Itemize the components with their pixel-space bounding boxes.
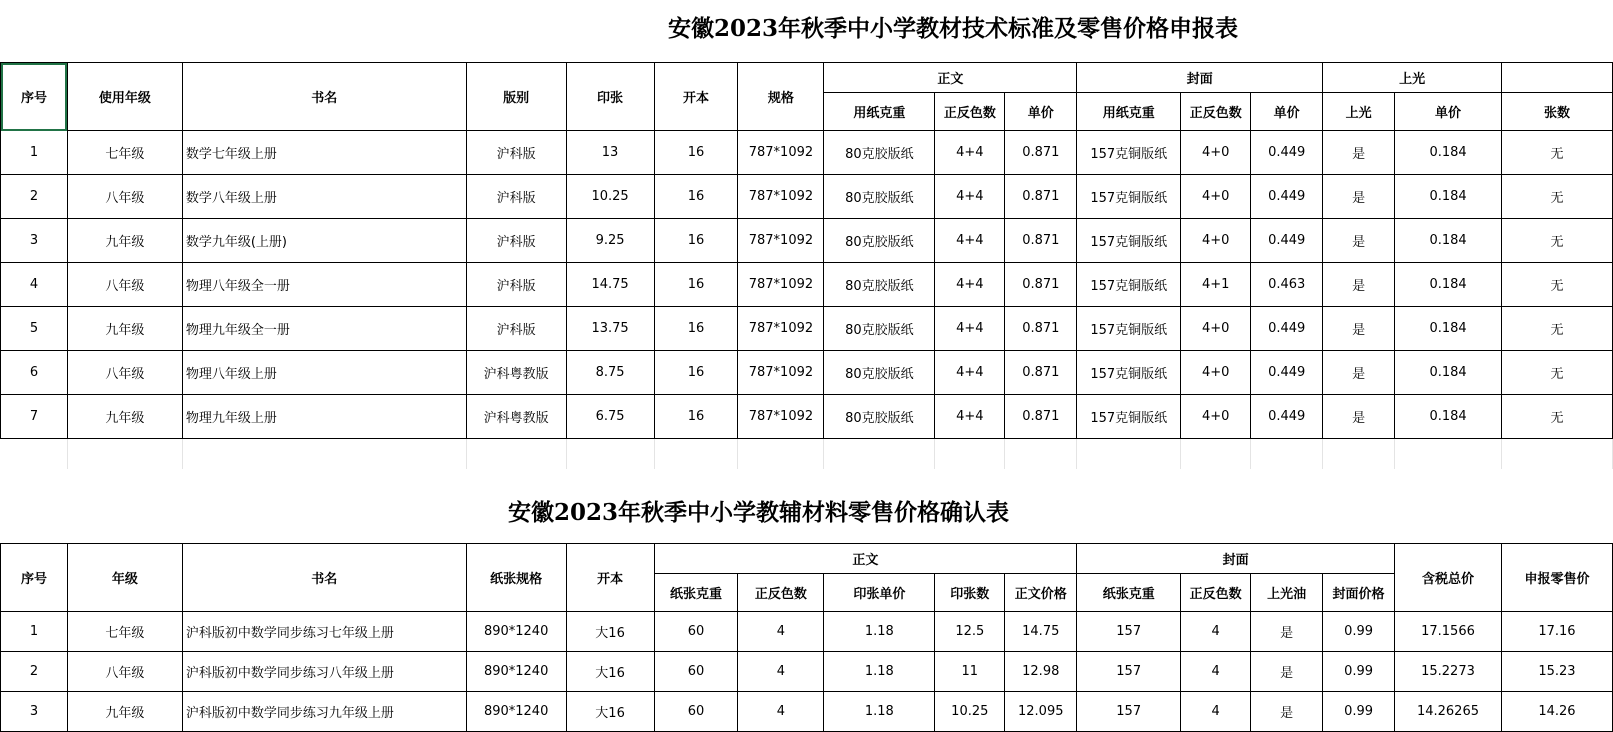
cell-fm-price[interactable]: 0.463 [1251,263,1323,307]
cell-sg[interactable]: 是 [1323,263,1395,307]
cell-edition[interactable]: 沪科粤教版 [466,351,566,395]
cell-spec[interactable]: 787*1092 [738,131,824,175]
empty-cell[interactable] [1005,439,1077,469]
cell-sheets[interactable]: 13.75 [566,307,654,351]
cell-count[interactable]: 无 [1502,263,1613,307]
header-grade[interactable]: 使用年级 [67,63,182,131]
cell-fm-paper[interactable]: 157克铜版纸 [1077,351,1181,395]
cell-spec[interactable]: 787*1092 [738,307,824,351]
cell-no[interactable]: 7 [1,395,68,439]
table-row [1,175,1613,219]
cell-fm-color[interactable]: 4 [1181,692,1251,732]
table-row [1,351,1613,395]
header-zw-unit[interactable]: 印张单价 [824,574,935,612]
header-fm-color[interactable]: 正反色数 [1181,93,1251,131]
cell-sg-price[interactable]: 0.184 [1395,219,1502,263]
cell-fm-paper[interactable]: 157 [1077,612,1181,652]
header-sheets[interactable]: 印张 [566,63,654,131]
cell-zw-sheets[interactable]: 12.5 [935,612,1005,652]
cell-fm-paper[interactable]: 157克铜版纸 [1077,263,1181,307]
cell-fm-color[interactable]: 4+0 [1181,131,1251,175]
header-no[interactable]: 序号 [1,544,68,612]
table1-body [1,131,1613,439]
table-row [1,307,1613,351]
header-fm-color[interactable]: 正反色数 [1181,574,1251,612]
cell-total-tax[interactable]: 17.1566 [1395,612,1502,652]
cell-fm-price[interactable]: 0.99 [1323,692,1395,732]
cell-grade[interactable]: 九年级 [67,395,182,439]
header-zw-paper[interactable]: 纸张克重 [654,574,738,612]
table-row [1,263,1613,307]
header-sg[interactable]: 上光 [1323,93,1395,131]
cell-zw-color[interactable]: 4 [738,612,824,652]
header-fm-oil[interactable]: 上光油 [1251,574,1323,612]
cell-name[interactable]: 数学七年级上册 [182,131,466,175]
header-count[interactable]: 张数 [1502,93,1613,131]
header-format[interactable]: 开本 [566,544,654,612]
empty-cell[interactable] [1077,439,1181,469]
cell-name[interactable]: 数学八年级上册 [182,175,466,219]
cell-zw-color[interactable]: 4+4 [935,175,1005,219]
cell-zw-price[interactable]: 0.871 [1005,131,1077,175]
cell-name[interactable]: 物理九年级上册 [182,395,466,439]
cell-sheets[interactable]: 14.75 [566,263,654,307]
group-zhengwen[interactable]: 正文 [824,63,1077,93]
cell-fm-price[interactable]: 0.99 [1323,652,1395,692]
cell-sg[interactable]: 是 [1323,307,1395,351]
cell-fm-color[interactable]: 4+0 [1181,351,1251,395]
cell-retail[interactable]: 17.16 [1501,612,1612,652]
cell-edition[interactable]: 沪科版 [466,263,566,307]
cell-grade[interactable]: 八年级 [67,263,182,307]
cell-format[interactable]: 16 [654,395,738,439]
cell-format[interactable]: 大16 [566,692,654,732]
cell-format[interactable]: 16 [654,351,738,395]
cell-grade[interactable]: 八年级 [67,652,182,692]
empty-cell[interactable] [1395,439,1502,469]
cell-grade[interactable]: 八年级 [67,175,182,219]
header-paper-spec[interactable]: 纸张规格 [466,544,566,612]
header-zw-total[interactable]: 正文价格 [1005,574,1077,612]
cell-no[interactable]: 1 [1,612,68,652]
header-name[interactable]: 书名 [182,544,466,612]
cell-no[interactable]: 3 [1,219,68,263]
cell-fm-paper[interactable]: 157克铜版纸 [1077,395,1181,439]
table-row [1,131,1613,175]
cell-grade[interactable]: 九年级 [67,219,182,263]
cell-zw-price[interactable]: 0.871 [1005,351,1077,395]
cell-spec[interactable]: 787*1092 [738,395,824,439]
group-shangguang[interactable]: 上光 [1323,63,1502,93]
cell-fm-oil[interactable]: 是 [1251,612,1323,652]
cell-zw-color[interactable]: 4+4 [935,219,1005,263]
cell-count[interactable]: 无 [1502,219,1613,263]
cell-zw-unit[interactable]: 1.18 [824,652,935,692]
cell-format[interactable]: 大16 [566,652,654,692]
cell-zw-paper[interactable]: 60 [654,652,738,692]
cell-fm-color[interactable]: 4+0 [1181,307,1251,351]
cell-zw-price[interactable]: 0.871 [1005,395,1077,439]
textbook-price-table [0,62,1613,469]
empty-cell[interactable] [67,439,182,469]
cell-no[interactable]: 2 [1,175,68,219]
cell-count[interactable]: 无 [1502,395,1613,439]
header-fm-paper[interactable]: 纸张克重 [1077,574,1181,612]
table-row [1,395,1613,439]
cell-no[interactable]: 2 [1,652,68,692]
cell-sg-price[interactable]: 0.184 [1395,131,1502,175]
cell-fm-price[interactable]: 0.449 [1251,131,1323,175]
cell-spec[interactable]: 787*1092 [738,175,824,219]
empty-cell[interactable] [1502,439,1613,469]
cell-name[interactable]: 沪科版初中数学同步练习九年级上册 [182,692,466,732]
header-name[interactable]: 书名 [182,63,466,131]
cell-name[interactable]: 沪科版初中数学同步练习八年级上册 [182,652,466,692]
cell-paper-spec[interactable]: 890*1240 [466,692,566,732]
cell-retail[interactable]: 14.26 [1501,692,1612,732]
cell-name[interactable]: 物理八年级全一册 [182,263,466,307]
cell-sg[interactable]: 是 [1323,219,1395,263]
cell-zw-unit[interactable]: 1.18 [824,612,935,652]
cell-edition[interactable]: 沪科版 [466,219,566,263]
cell-count[interactable]: 无 [1502,131,1613,175]
cell-zw-paper[interactable]: 80克胶版纸 [824,263,935,307]
cell-edition[interactable]: 沪科粤教版 [466,395,566,439]
cell-sg-price[interactable]: 0.184 [1395,395,1502,439]
empty-cell[interactable] [935,439,1005,469]
cell-count[interactable]: 无 [1502,307,1613,351]
cell-zw-total[interactable]: 12.095 [1005,692,1077,732]
empty-cell[interactable] [1251,439,1323,469]
table-row [1,612,1613,652]
cell-zw-total[interactable]: 12.98 [1005,652,1077,692]
cell-spec[interactable]: 787*1092 [738,263,824,307]
cell-zw-sheets[interactable]: 11 [935,652,1005,692]
cell-name[interactable]: 数学九年级(上册) [182,219,466,263]
cell-fm-color[interactable]: 4 [1181,612,1251,652]
cell-fm-paper[interactable]: 157克铜版纸 [1077,307,1181,351]
cell-grade[interactable]: 九年级 [67,307,182,351]
cell-zw-sheets[interactable]: 10.25 [935,692,1005,732]
cell-zw-paper[interactable]: 60 [654,612,738,652]
cell-format[interactable]: 16 [654,263,738,307]
header-grade[interactable]: 年级 [67,544,182,612]
cell-spec[interactable]: 787*1092 [738,219,824,263]
cell-fm-paper[interactable]: 157克铜版纸 [1077,219,1181,263]
cell-no[interactable]: 6 [1,351,68,395]
header-fm-price[interactable]: 单价 [1251,93,1323,131]
group-fengmian[interactable]: 封面 [1077,544,1395,574]
cell-format[interactable]: 16 [654,175,738,219]
cell-fm-price[interactable]: 0.449 [1251,351,1323,395]
cell-zw-total[interactable]: 14.75 [1005,612,1077,652]
cell-fm-price[interactable]: 0.449 [1251,175,1323,219]
cell-sheets[interactable]: 6.75 [566,395,654,439]
cell-fm-price[interactable]: 0.449 [1251,307,1323,351]
cell-name[interactable]: 沪科版初中数学同步练习七年级上册 [182,612,466,652]
cell-format[interactable]: 16 [654,219,738,263]
cell-fm-paper[interactable]: 157 [1077,652,1181,692]
empty-cell[interactable] [182,439,466,469]
header-zw-paper[interactable]: 用纸克重 [824,93,935,131]
cell-no[interactable]: 4 [1,263,68,307]
cell-grade[interactable]: 九年级 [67,692,182,732]
table2-title: 安徽2023年秋季中小学教辅材料零售价格确认表 [508,499,1010,526]
empty-cell[interactable] [566,439,654,469]
cell-sheets[interactable]: 10.25 [566,175,654,219]
cell-zw-price[interactable]: 0.871 [1005,307,1077,351]
table-row [1,692,1613,732]
cell-retail[interactable]: 15.23 [1501,652,1612,692]
cell-edition[interactable]: 沪科版 [466,131,566,175]
cell-sheets[interactable]: 9.25 [566,219,654,263]
header-spec[interactable]: 规格 [738,63,824,131]
cell-name[interactable]: 物理九年级全一册 [182,307,466,351]
cell-fm-color[interactable]: 4+1 [1181,263,1251,307]
cell-zw-price[interactable]: 0.871 [1005,263,1077,307]
cell-sg-price[interactable]: 0.184 [1395,351,1502,395]
cell-zw-paper[interactable]: 80克胶版纸 [824,307,935,351]
cell-fm-color[interactable]: 4+0 [1181,219,1251,263]
empty-cell[interactable] [1,439,68,469]
cell-sg[interactable]: 是 [1323,175,1395,219]
table-row [1,219,1613,263]
cell-fm-color[interactable]: 4+0 [1181,175,1251,219]
cell-sheets[interactable]: 8.75 [566,351,654,395]
empty-cell[interactable] [824,439,935,469]
cell-name[interactable]: 物理八年级上册 [182,351,466,395]
cell-format[interactable]: 16 [654,307,738,351]
header-fm-paper[interactable]: 用纸克重 [1077,93,1181,131]
cell-zw-price[interactable]: 0.871 [1005,175,1077,219]
empty-cell[interactable] [738,439,824,469]
cell-sg-price[interactable]: 0.184 [1395,307,1502,351]
empty-cell[interactable] [466,439,566,469]
cell-fm-price[interactable]: 0.449 [1251,219,1323,263]
cell-total-tax[interactable]: 14.26265 [1395,692,1502,732]
cell-fm-color[interactable]: 4 [1181,652,1251,692]
cell-zw-color[interactable]: 4 [738,692,824,732]
cell-zw-price[interactable]: 0.871 [1005,219,1077,263]
group-zhengwen[interactable]: 正文 [654,544,1077,574]
cell-no[interactable]: 3 [1,692,68,732]
cell-fm-oil[interactable]: 是 [1251,652,1323,692]
cell-sg-price[interactable]: 0.184 [1395,263,1502,307]
header-fm-price[interactable]: 封面价格 [1323,574,1395,612]
cell-grade[interactable]: 七年级 [67,612,182,652]
table1-title: 安徽2023年秋季中小学教材技术标准及零售价格申报表 [668,15,1239,42]
cell-zw-color[interactable]: 4+4 [935,263,1005,307]
header-zw-color[interactable]: 正反色数 [935,93,1005,131]
cell-fm-paper[interactable]: 157克铜版纸 [1077,175,1181,219]
cell-zw-paper[interactable]: 80克胶版纸 [824,351,935,395]
cell-zw-paper[interactable]: 60 [654,692,738,732]
cell-format[interactable]: 大16 [566,612,654,652]
cell-fm-oil[interactable]: 是 [1251,692,1323,732]
cell-count[interactable]: 无 [1502,175,1613,219]
cell-fm-paper[interactable]: 157克铜版纸 [1077,131,1181,175]
header-format[interactable]: 开本 [654,63,738,131]
cell-no[interactable]: 5 [1,307,68,351]
cell-zw-paper[interactable]: 80克胶版纸 [824,175,935,219]
cell-zw-unit[interactable]: 1.18 [824,692,935,732]
cell-sg[interactable]: 是 [1323,395,1395,439]
cell-grade[interactable]: 八年级 [67,351,182,395]
empty-cell[interactable] [1323,439,1395,469]
supplementary-price-table [0,543,1613,732]
cell-sg-price[interactable]: 0.184 [1395,175,1502,219]
cell-spec[interactable]: 787*1092 [738,351,824,395]
cell-zw-color[interactable]: 4+4 [935,131,1005,175]
header-retail[interactable]: 申报零售价 [1501,544,1612,612]
cell-fm-price[interactable]: 0.449 [1251,395,1323,439]
header-total-tax[interactable]: 含税总价 [1395,544,1502,612]
cell-total-tax[interactable]: 15.2273 [1395,652,1502,692]
cell-edition[interactable]: 沪科版 [466,175,566,219]
empty-cell[interactable] [1181,439,1251,469]
cell-sheets[interactable]: 13 [566,131,654,175]
table2-body [1,612,1613,732]
header-zw-price[interactable]: 单价 [1005,93,1077,131]
cell-zw-paper[interactable]: 80克胶版纸 [824,131,935,175]
cell-fm-color[interactable]: 4+0 [1181,395,1251,439]
header-edition[interactable]: 版别 [466,63,566,131]
header-zw-sheets[interactable]: 印张数 [935,574,1005,612]
cell-zw-color[interactable]: 4+4 [935,395,1005,439]
cell-zw-paper[interactable]: 80克胶版纸 [824,395,935,439]
cell-edition[interactable]: 沪科版 [466,307,566,351]
cell-no[interactable]: 1 [1,131,68,175]
header-no[interactable]: 序号 [1,63,68,131]
cell-sg[interactable]: 是 [1323,131,1395,175]
cell-zw-color[interactable]: 4+4 [935,307,1005,351]
cell-format[interactable]: 16 [654,131,738,175]
cell-zw-color[interactable]: 4 [738,652,824,692]
cell-paper-spec[interactable]: 890*1240 [466,652,566,692]
cell-count[interactable]: 无 [1502,351,1613,395]
cell-zw-paper[interactable]: 80克胶版纸 [824,219,935,263]
cell-fm-paper[interactable]: 157 [1077,692,1181,732]
empty-cell[interactable] [654,439,738,469]
cell-zw-color[interactable]: 4+4 [935,351,1005,395]
cell-sg[interactable]: 是 [1323,351,1395,395]
header-sg-price[interactable]: 单价 [1395,93,1502,131]
table-row [1,652,1613,692]
cell-fm-price[interactable]: 0.99 [1323,612,1395,652]
header-zw-color[interactable]: 正反色数 [738,574,824,612]
group-fengmian[interactable]: 封面 [1077,63,1323,93]
cell-grade[interactable]: 七年级 [67,131,182,175]
cell-paper-spec[interactable]: 890*1240 [466,612,566,652]
empty-cell[interactable] [1502,63,1613,93]
